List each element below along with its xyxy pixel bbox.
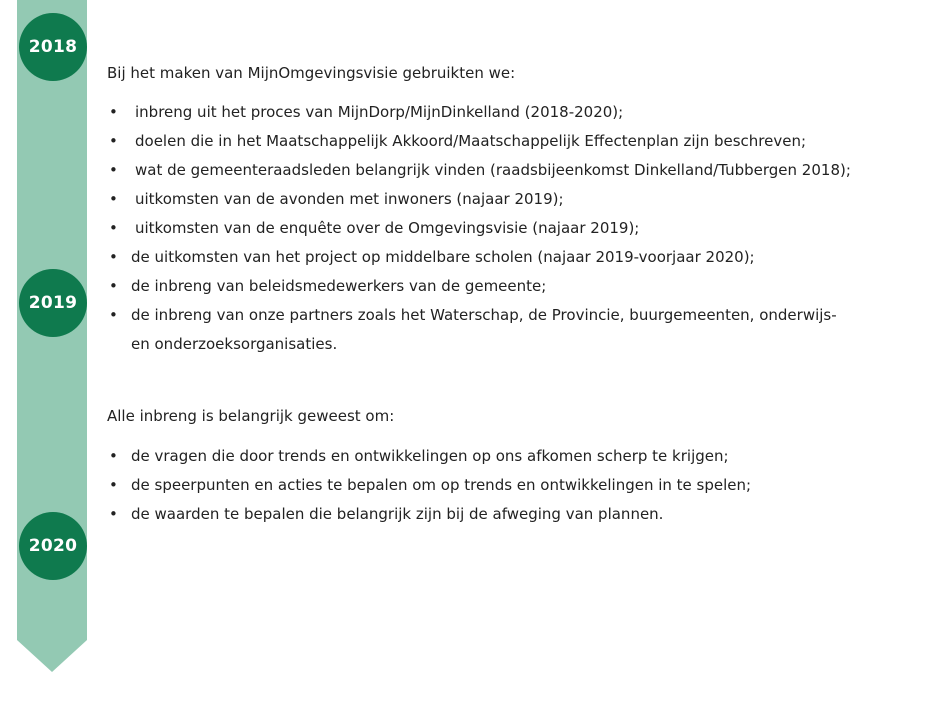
year-badge-2019 xyxy=(19,269,87,337)
list-item xyxy=(107,98,897,127)
bullet-icon: • xyxy=(109,219,118,237)
list-item-text: de waarden te bepalen die belangrijk zijn bij de afweging van plannen. xyxy=(131,505,664,523)
list-item xyxy=(107,500,897,529)
list-item xyxy=(107,301,897,359)
timeline xyxy=(0,0,110,706)
list-item xyxy=(107,156,897,185)
list-item xyxy=(107,442,897,471)
list-item xyxy=(107,214,897,243)
year-label: 2020 xyxy=(28,536,78,556)
list-item-text: de uitkomsten van het project op middelbare scholen (najaar 2019-voorjaar 2020); xyxy=(131,248,755,266)
bullet-icon: • xyxy=(109,306,118,324)
list-item xyxy=(107,272,897,301)
bullet-icon: • xyxy=(109,447,118,465)
list-item-text: uitkomsten van de enquête over de Omgevingsvisie (najaar 2019); xyxy=(135,219,640,237)
section2-list xyxy=(107,442,897,529)
timeline-arrow-band xyxy=(0,0,110,706)
list-item-text: inbreng uit het proces van MijnDorp/MijnDinkelland (2018-2020); xyxy=(135,103,624,121)
list-item-text: de inbreng van onze partners zoals het Waterschap, de Provincie, buurgemeenten, onderwijs- en onderzoeksorganisaties. xyxy=(131,306,837,353)
year-badge-2020 xyxy=(19,512,87,580)
bullet-icon: • xyxy=(109,277,118,295)
list-item-text: uitkomsten van de avonden met inwoners (najaar 2019); xyxy=(135,190,564,208)
list-item-text: de vragen die door trends en ontwikkelingen op ons afkomen scherp te krijgen; xyxy=(131,447,729,465)
list-item xyxy=(107,243,897,272)
year-label: 2018 xyxy=(28,37,78,57)
bullet-icon: • xyxy=(109,132,118,150)
list-item-text: doelen die in het Maatschappelijk Akkoord/Maatschappelijk Effectenplan zijn beschreven; xyxy=(135,132,807,150)
list-item-text: de inbreng van beleidsmedewerkers van de gemeente; xyxy=(131,277,547,295)
bullet-icon: • xyxy=(109,248,118,266)
section1-list xyxy=(107,98,897,359)
list-item-text: de speerpunten en acties te bepalen om op trends en ontwikkelingen in te spelen; xyxy=(131,476,752,494)
list-item xyxy=(107,127,897,156)
bullet-icon: • xyxy=(109,476,118,494)
list-item xyxy=(107,185,897,214)
list-item-text: wat de gemeenteraadsleden belangrijk vinden (raadsbijeenkomst Dinkelland/Tubbergen 2018); xyxy=(135,161,851,179)
bullet-icon: • xyxy=(109,103,118,121)
year-label: 2019 xyxy=(28,293,78,313)
bullet-icon: • xyxy=(109,505,118,523)
section2-intro: Alle inbreng is belangrijk geweest om: xyxy=(107,407,395,425)
year-badge-2018 xyxy=(19,13,87,81)
bullet-icon: • xyxy=(109,161,118,179)
section1-intro: Bij het maken van MijnOmgevingsvisie gebruikten we: xyxy=(107,64,516,82)
bullet-icon: • xyxy=(109,190,118,208)
list-item xyxy=(107,471,897,500)
